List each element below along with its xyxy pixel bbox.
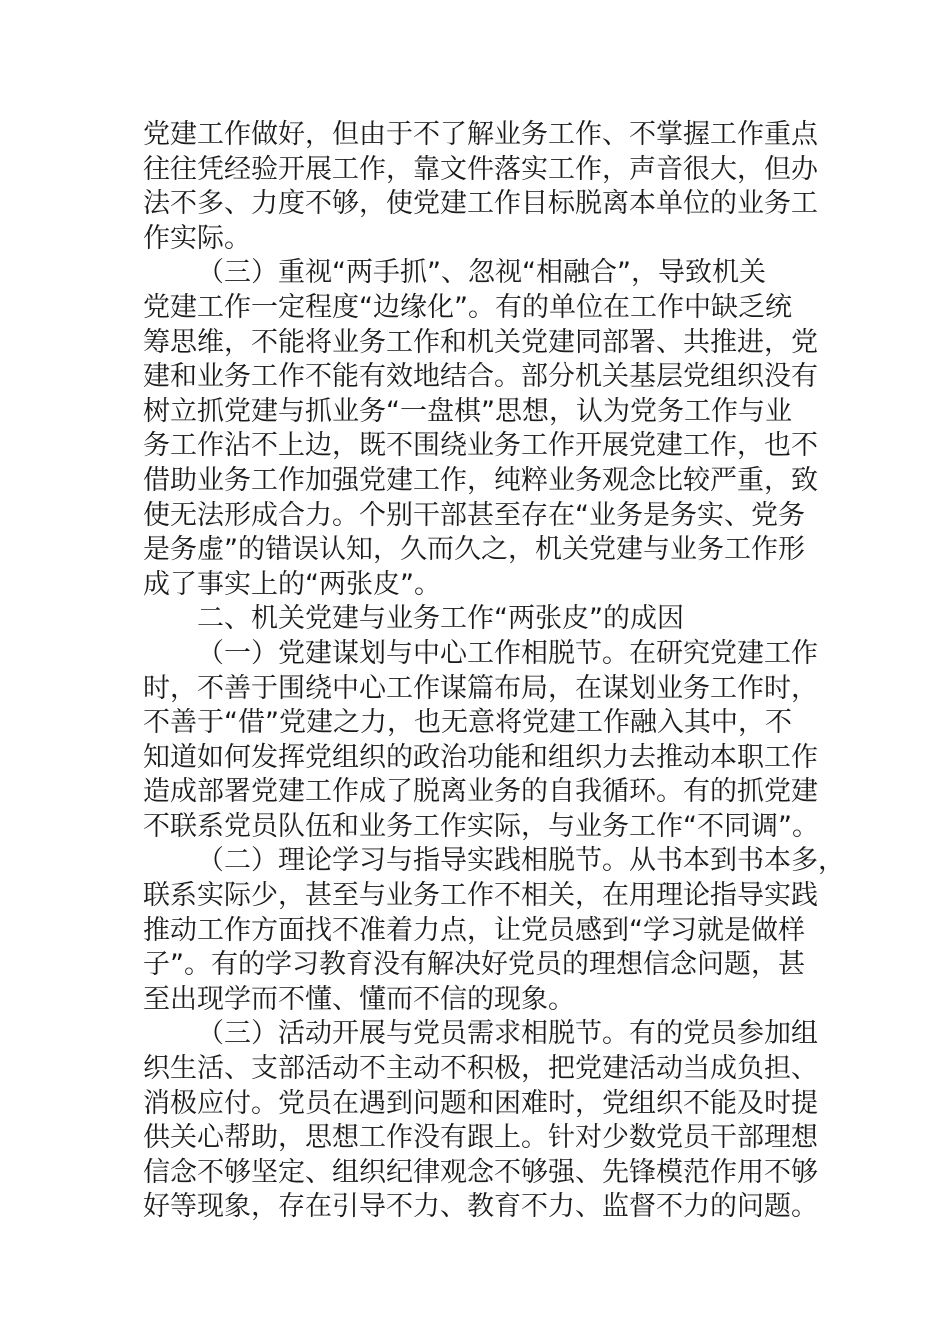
text-line: 二、机关党建与业务工作“两张皮”的成因 (197, 603, 684, 635)
text-line: 不善于“借”党建之力，也无意将党建工作融入其中，不 (143, 707, 792, 739)
text-line: 造成部署党建工作成了脱离业务的自我循环。有的抓党建 (143, 776, 818, 808)
text-line: 筹思维，不能将业务工作和机关党建同部署、共推进，党 (143, 326, 818, 358)
text-line: （二）理论学习与指导实践相脱节。从书本到书本多， (197, 845, 845, 877)
text-line: 信念不够坚定、组织纪律观念不够强、先锋模范作用不够 (143, 1156, 818, 1188)
text-line: 不联系党员队伍和业务工作实际，与业务工作“不同调”。 (143, 810, 819, 842)
text-line: 使无法形成合力。个别干部甚至存在“业务是务实、党务 (143, 499, 805, 531)
text-line: 至出现学而不懂、懂而不信的现象。 (143, 983, 575, 1015)
text-line: 往往凭经验开展工作，靠文件落实工作，声音很大，但办 (143, 153, 818, 185)
text-line: 时，不善于围绕中心工作谋篇布局，在谋划业务工作时， (143, 672, 818, 704)
text-line: 消极应付。党员在遇到问题和困难时，党组织不能及时提 (143, 1087, 818, 1119)
text-line: 树立抓党建与抓业务“一盘棋”思想，认为党务工作与业 (143, 395, 792, 427)
text-line: 好等现象，存在引导不力、教育不力、监督不力的问题。 (143, 1191, 818, 1223)
text-line: 务工作沾不上边，既不围绕业务工作开展党建工作，也不 (143, 430, 818, 462)
text-line: 子”。有的学习教育没有解决好党员的理想信念问题，甚 (143, 949, 805, 981)
document-page (143, 118, 845, 1225)
text-line: 推动工作方面找不准着力点，让党员感到“学习就是做样 (143, 914, 805, 946)
text-line: 是务虚”的错误认知，久而久之，机关党建与业务工作形 (143, 534, 805, 566)
text-line: 法不多、力度不够，使党建工作目标脱离本单位的业务工 (143, 188, 818, 220)
text-line: 建和业务工作不能有效地结合。部分机关基层党组织没有 (143, 361, 818, 393)
text-line: 知道如何发挥党组织的政治功能和组织力去推动本职工作 (143, 741, 818, 773)
text-line: 供关心帮助，思想工作没有跟上。针对少数党员干部理想 (143, 1122, 818, 1154)
text-line: 联系实际少，甚至与业务工作不相关，在用理论指导实践 (143, 880, 818, 912)
text-line: 织生活、支部活动不主动不积极，把党建活动当成负担、 (143, 1053, 818, 1085)
text-line: 成了事实上的“两张皮”。 (143, 568, 441, 600)
text-line: （三）重视“两手抓”、忽视“相融合”，导致机关 (197, 257, 766, 289)
text-line: （三）活动开展与党员需求相脱节。有的党员参加组 (197, 1018, 818, 1050)
text-line: 党建工作一定程度“边缘化”。有的单位在工作中缺乏统 (143, 291, 792, 323)
text-line: 借助业务工作加强党建工作，纯粹业务观念比较严重，致 (143, 464, 818, 496)
text-line: 党建工作做好，但由于不了解业务工作、不掌握工作重点 (143, 119, 818, 150)
text-line: 作实际。 (143, 222, 251, 254)
text-line: （一）党建谋划与中心工作相脱节。在研究党建工作 (197, 637, 818, 669)
